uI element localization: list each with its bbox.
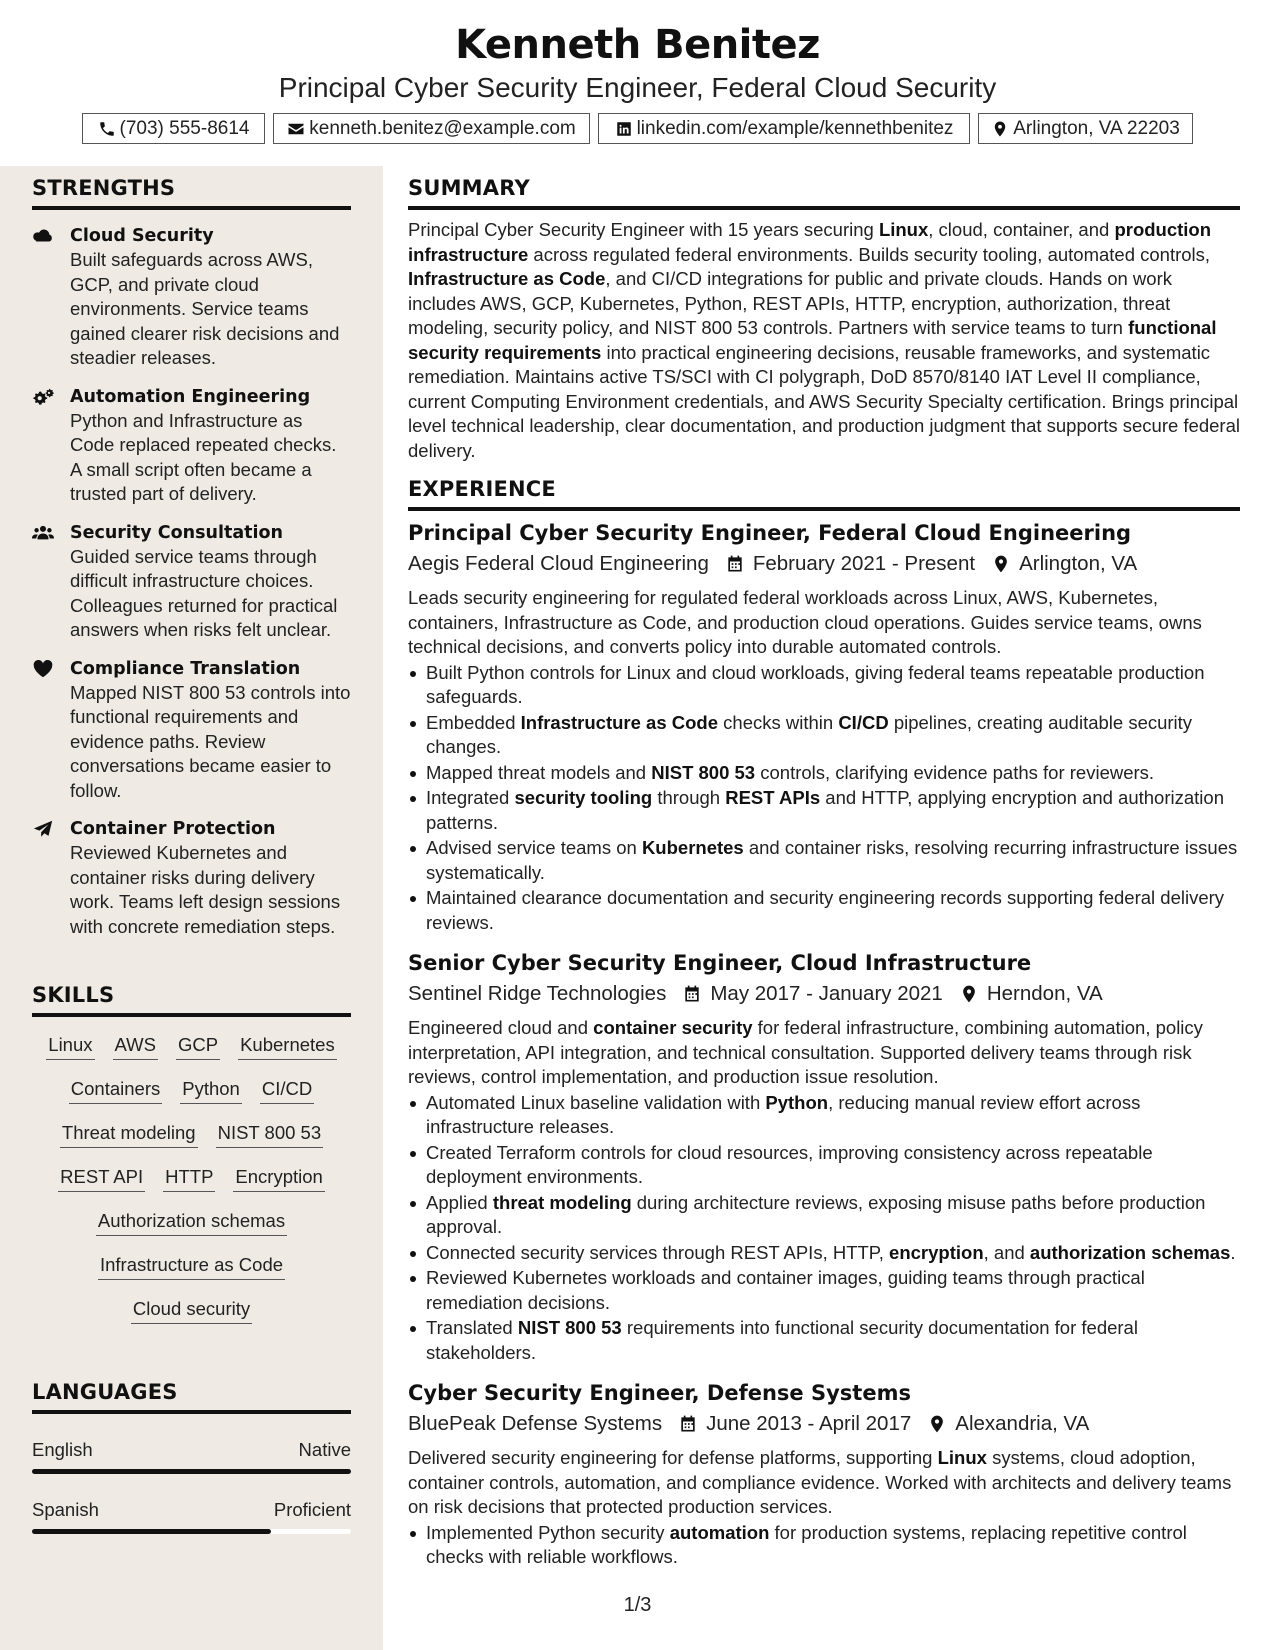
- job-meta: [408, 1410, 1240, 1438]
- experience-heading: EXPERIENCE: [408, 477, 1240, 511]
- heart-icon: [32, 657, 70, 804]
- gears-icon: [32, 385, 70, 507]
- job-meta: [408, 980, 1240, 1008]
- strength-item: [32, 224, 351, 371]
- strength-description: Python and Infrastructure as Code replaced repeated checks. A small script often became a trusted part of delivery.: [70, 409, 337, 504]
- contact-location: [978, 113, 1193, 144]
- job-bullet: Maintained clearance documentation and security engineering records supporting federal delivery reviews.: [408, 886, 1240, 935]
- job-bullet: Created Terraform controls for cloud resources, improving consistency across repeatable deployment environments.: [408, 1141, 1240, 1190]
- map-pin-icon: [991, 120, 1009, 138]
- skill-tag: CI/CD: [260, 1077, 314, 1104]
- skill-tag: Infrastructure as Code: [98, 1253, 285, 1280]
- contact-linkedin[interactable]: [598, 113, 970, 144]
- skills-heading: SKILLS: [32, 983, 351, 1017]
- strength-item: [32, 521, 351, 643]
- skill-tag: Threat modeling: [60, 1121, 198, 1148]
- map-pin-icon: [991, 554, 1011, 574]
- language-row: [32, 1438, 351, 1462]
- email-text: kenneth.benitez@example.com: [309, 117, 576, 139]
- job-bullets: [408, 661, 1240, 936]
- main-content: [408, 166, 1240, 1571]
- skill-tag: AWS: [113, 1033, 158, 1060]
- job-bullet: Integrated security tooling through REST APIs and HTTP, applying encryption and authorization patterns.: [408, 786, 1240, 835]
- language-level: Proficient: [273, 1499, 351, 1520]
- summary-section: [408, 176, 1240, 463]
- envelope-icon: [287, 120, 305, 138]
- job-description: Engineered cloud and container security for federal infrastructure, combining automation, policy interpretation, API integration, and technical consultation. Supported delivery teams through risk reviews, control implementation, and production issue resolution.: [408, 1017, 1203, 1087]
- job-title: Senior Cyber Security Engineer, Cloud Infrastructure: [408, 951, 1032, 975]
- job-bullets: [408, 1091, 1240, 1366]
- sidebar: [0, 166, 383, 1650]
- strength-description: Reviewed Kubernetes and container risks during delivery work. Teams left design sessions with concrete remediation steps.: [70, 842, 341, 937]
- calendar-icon: [725, 554, 745, 574]
- strength-description: Guided service teams through difficult infrastructure choices. Colleagues returned for practical answers when risks felt unclear.: [70, 545, 338, 640]
- linkedin-icon: [615, 120, 633, 138]
- location-text: Arlington, VA 22203: [1013, 117, 1180, 139]
- job-location: Arlington, VA: [1019, 552, 1138, 575]
- contact-email[interactable]: [273, 113, 590, 144]
- job-title: Cyber Security Engineer, Defense Systems: [408, 1381, 911, 1405]
- job-bullets: [408, 1521, 1240, 1570]
- job-description: Delivered security engineering for defense platforms, supporting Linux systems, cloud adoption, container controls, automation, and compliance evidence. Worked with architects and delivery teams on risk decisions that protected production services.: [408, 1447, 1232, 1517]
- strength-description: Mapped NIST 800 53 controls into functional requirements and evidence paths. Review conversations became easier to follow.: [70, 681, 351, 801]
- language-bar-fill: [32, 1529, 271, 1534]
- strength-body: [70, 385, 351, 507]
- jobs-list: [408, 519, 1240, 1570]
- job-description: Leads security engineering for regulated federal workloads across Linux, AWS, Kubernetes, containers, Infrastructure as Code, and production cloud operations. Guides service teams, owns technical decisions, and converts policy into durable automated controls.: [408, 587, 1202, 657]
- language-bar-fill: [32, 1469, 351, 1474]
- job-bullet: Built Python controls for Linux and cloud workloads, giving federal teams repeatable production safeguards.: [408, 661, 1240, 710]
- languages-heading: LANGUAGES: [32, 1380, 351, 1414]
- strength-body: [70, 224, 351, 371]
- strengths-section: [32, 176, 351, 939]
- languages-section: [32, 1380, 351, 1534]
- strength-item: [32, 817, 351, 939]
- strength-body: [70, 521, 351, 643]
- contact-bar: [0, 113, 1275, 144]
- job-bullet: Embedded Infrastructure as Code checks within CI/CD pipelines, creating auditable security changes.: [408, 711, 1240, 760]
- job-bullet: Mapped threat models and NIST 800 53 controls, clarifying evidence paths for reviewers.: [408, 761, 1240, 786]
- strength-title: Container Protection: [70, 819, 276, 839]
- language-bar: [32, 1529, 351, 1534]
- job-meta: [408, 550, 1240, 578]
- skill-tag: Encryption: [233, 1165, 324, 1192]
- job-bullet: Advised service teams on Kubernetes and container risks, resolving recurring infrastructure issues systematically.: [408, 836, 1240, 885]
- strength-title: Compliance Translation: [70, 658, 301, 679]
- language-row: [32, 1498, 351, 1522]
- skill-tag: Python: [180, 1077, 242, 1104]
- job-bullet: Applied threat modeling during architecture reviews, exposing misuse paths before production approval.: [408, 1191, 1240, 1240]
- language-bar: [32, 1469, 351, 1474]
- strength-description: Built safeguards across AWS, GCP, and private cloud environments. Service teams gained clearer risk decisions and steadier releases.: [70, 249, 340, 368]
- job-company: Aegis Federal Cloud Engineering: [408, 552, 709, 575]
- resume-header: [0, 0, 1275, 166]
- job-bullet: Translated NIST 800 53 requirements into functional security documentation for federal stakeholders.: [408, 1316, 1240, 1365]
- skill-tag: Cloud security: [131, 1297, 252, 1324]
- language-name: English: [32, 1439, 93, 1460]
- job-location: Herndon, VA: [986, 982, 1103, 1005]
- users-icon: [32, 521, 70, 643]
- job-bullet: Implemented Python security automation for production systems, replacing repetitive control checks with reliable workflows.: [408, 1521, 1240, 1570]
- job-dates: February 2021 - Present: [752, 552, 976, 575]
- job-entry: [408, 1379, 1240, 1570]
- language-name: Spanish: [32, 1499, 99, 1520]
- strength-body: [70, 657, 351, 804]
- cloud-icon: [32, 224, 70, 371]
- strength-title: Security Consultation: [70, 522, 284, 543]
- skill-tag: Containers: [69, 1077, 162, 1104]
- skills-section: [32, 983, 351, 1324]
- summary-text: Principal Cyber Security Engineer with 15 years securing Linux, cloud, container, and production infrastructure across regulated federal environments. Builds security tooling, automated controls, Infrastructure as Code, and CI/CD integrations for public and private clouds. Hands on work includes AWS, GCP, Kubernetes, Python, REST APIs, HTTP, encryption, authorization, threat modeling, security policy, and NIST 800 53 controls. Partners with service teams to turn functional security requirements into practical engineering decisions, reusable frameworks, and systematic remediation. Maintains active TS/SCI with CI polygraph, DoD 8570/8140 IAT Level II compliance, current Computing Environment credentials, and AWS Security Specialty certification. Brings principal level technical leadership, clear documentation, and production judgment that supports secure federal delivery.: [408, 219, 1240, 461]
- language-item: [32, 1498, 351, 1534]
- skill-tag: GCP: [176, 1033, 220, 1060]
- candidate-name: Kenneth Benitez: [455, 22, 820, 68]
- strength-item: [32, 657, 351, 804]
- map-pin-icon: [927, 1414, 947, 1434]
- strength-body: [70, 817, 351, 939]
- job-company: BluePeak Defense Systems: [408, 1412, 663, 1435]
- phone-icon: [98, 120, 116, 138]
- skill-tag: REST API: [58, 1165, 145, 1192]
- strengths-list: [32, 224, 351, 939]
- strength-item: [32, 385, 351, 507]
- job-dates: June 2013 - April 2017: [706, 1412, 912, 1435]
- candidate-headline: Principal Cyber Security Engineer, Federal Cloud Security: [278, 72, 997, 103]
- skill-tag: Linux: [46, 1033, 94, 1060]
- page-number: 1/3: [623, 1594, 652, 1616]
- job-dates: May 2017 - January 2021: [710, 982, 943, 1005]
- experience-section: [408, 477, 1240, 1570]
- skills-list: [32, 1033, 351, 1324]
- phone-text: (703) 555-8614: [119, 117, 250, 139]
- job-bullet: Connected security services through REST APIs, HTTP, encryption, and authorization schemas.: [408, 1241, 1240, 1266]
- job-title: Principal Cyber Security Engineer, Federal Cloud Engineering: [408, 521, 1132, 545]
- summary-heading: SUMMARY: [408, 176, 1240, 210]
- strengths-heading: STRENGTHS: [32, 176, 351, 210]
- skill-tag: Kubernetes: [238, 1033, 337, 1060]
- paper-plane-icon: [32, 817, 70, 939]
- map-pin-icon: [959, 984, 979, 1004]
- language-item: [32, 1438, 351, 1474]
- language-level: Native: [298, 1439, 351, 1460]
- contact-phone[interactable]: [82, 113, 265, 144]
- languages-list: [32, 1438, 351, 1534]
- job-location: Alexandria, VA: [955, 1412, 1090, 1435]
- strength-title: Automation Engineering: [70, 386, 311, 407]
- skill-tag: HTTP: [163, 1165, 215, 1192]
- linkedin-text: linkedin.com/example/kennethbenitez: [636, 117, 954, 139]
- job-entry: [408, 519, 1240, 935]
- skill-tag: Authorization schemas: [96, 1209, 287, 1236]
- job-bullet: Reviewed Kubernetes workloads and container images, guiding teams through practical remediation decisions.: [408, 1266, 1240, 1315]
- calendar-icon: [678, 1414, 698, 1434]
- calendar-icon: [682, 984, 702, 1004]
- job-entry: [408, 949, 1240, 1365]
- job-bullet: Automated Linux baseline validation with Python, reducing manual review effort across infrastructure releases.: [408, 1091, 1240, 1140]
- skill-tag: NIST 800 53: [216, 1121, 324, 1148]
- strength-title: Cloud Security: [70, 226, 214, 246]
- job-company: Sentinel Ridge Technologies: [408, 982, 667, 1005]
